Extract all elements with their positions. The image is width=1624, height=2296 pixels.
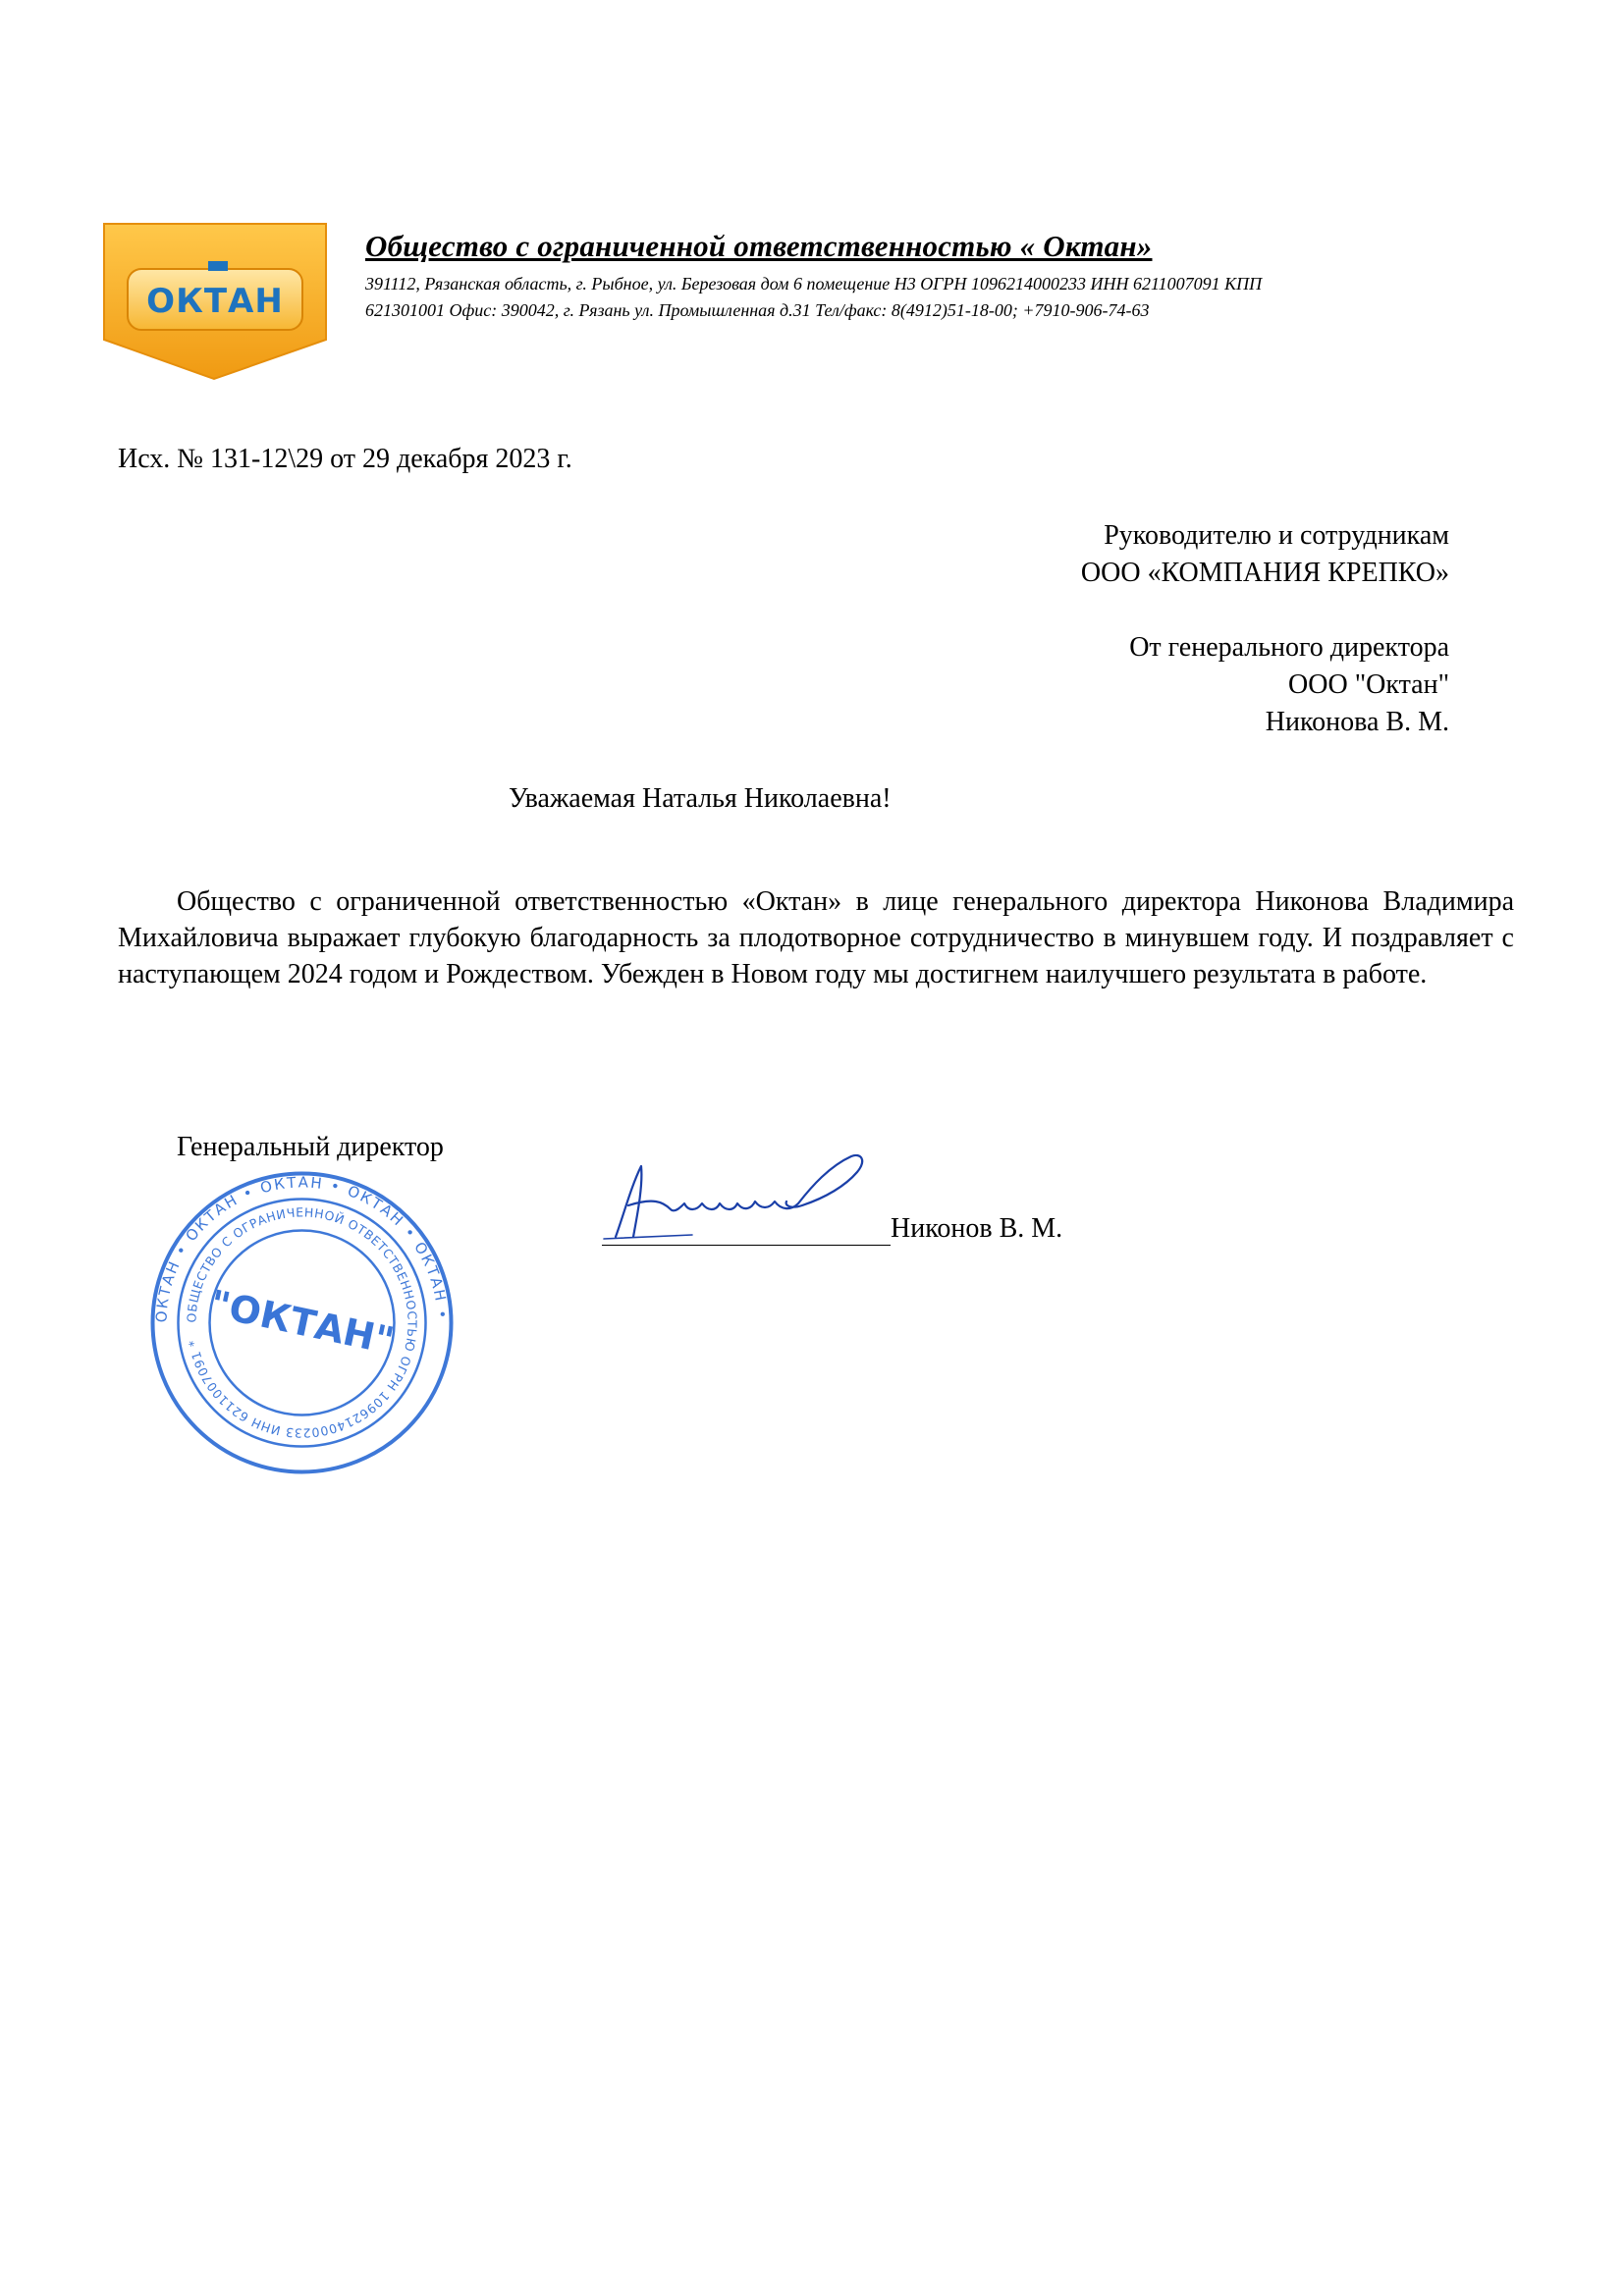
company-address [365, 271, 1543, 324]
addressee-line-2: ООО «КОМПАНИЯ КРЕПКО» [1080, 558, 1449, 588]
sender-line-2: ООО "Октан" [1288, 669, 1449, 700]
salutation: Уважаемая Наталья Николаевна! [509, 783, 892, 814]
handwritten-signature [594, 1147, 879, 1245]
address-line-1: 391112, Рязанская область, г. Рыбное, ул. Березовая дом 6 помещение Н3 ОГРН 1096214000233 ИНН 6211007091 КПП [365, 274, 1263, 294]
sender-block [1129, 629, 1449, 741]
company-logo [98, 222, 334, 384]
addressee-line-1: Руководителю и сотрудникам [1104, 520, 1449, 551]
letter-body: Общество с ограниченной ответственностью «Октан» в лице генерального директора Никонова Владимира Михайловича выражает глубокую благодарность за плодотворное сотрудничество в минувшем году. И поздравляет с наступающем 2024 годом и Рождеством. Убежден в Новом году мы достигнем наилучшего результата в работе. [118, 886, 1514, 989]
sender-line-3: Никонова В. М. [1265, 707, 1449, 737]
company-stamp [147, 1168, 457, 1477]
signer-name: Никонов В. М. [891, 1213, 1063, 1244]
addressee-block [1081, 517, 1449, 592]
stamp-center-text: "ОКТАН" [206, 1281, 399, 1363]
stamp-outer-ring-text: ОКТАН • ОКТАН • ОКТАН • ОКТАН • ОКТАН • [152, 1173, 452, 1323]
stamp-inner-ring-text: ОБЩЕСТВО С ОГРАНИЧЕННОЙ ОТВЕТСТВЕННОСТЬЮ ОГРН 1096214000233 ИНН 6211007091 * [184, 1204, 420, 1441]
signature-line [602, 1245, 891, 1246]
address-line-2: 621301001 Офис: 390042, г. Рязань ул. Промышленная д.31 Тел/факс: 8(4912)51-18-00; +7910-906-74-63 [365, 300, 1150, 320]
signer-position: Генеральный директор [177, 1132, 444, 1162]
outgoing-reference: Исх. № 131-12\29 от 29 декабря 2023 г. [118, 444, 572, 474]
company-title: Общество с ограниченной ответственностью « Октан» [365, 229, 1153, 263]
logo-text: ОКТАН [146, 282, 284, 321]
sender-line-1: От генерального директора [1129, 632, 1449, 663]
